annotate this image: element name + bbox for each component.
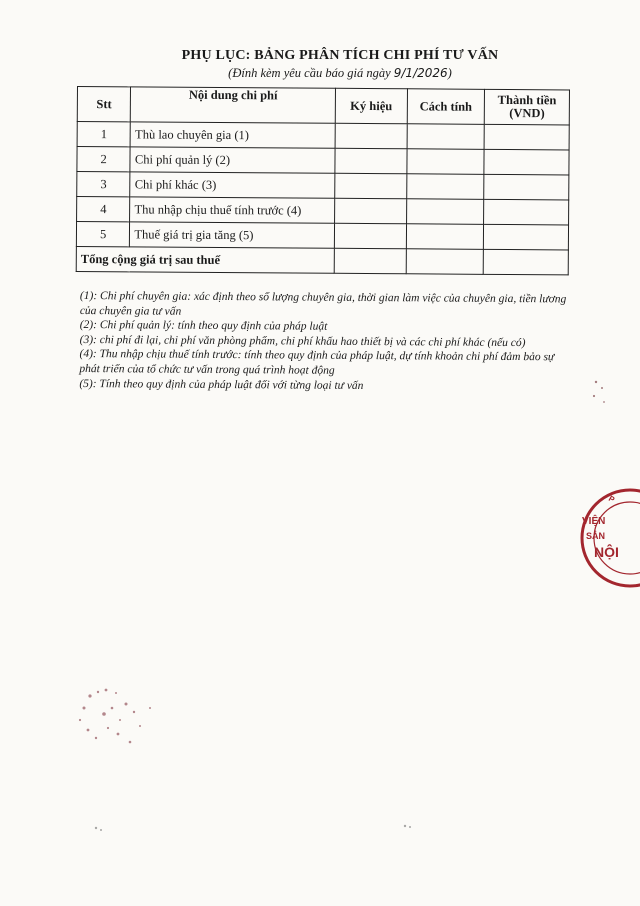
ink-speck [398,820,418,834]
total-calc [406,249,484,275]
row-symbol [335,198,407,223]
cost-analysis-table [76,86,570,275]
row-stt: 4 [77,197,131,222]
seal-stamp [568,486,640,590]
table-row [77,172,569,200]
table-header-row [77,87,569,125]
row-content: Thù lao chuyên gia (1) [130,122,335,148]
footnote: (5): Tính theo quy định của pháp luật đối với từng loại tư vấn [79,377,364,392]
header-calc: Cách tính [407,89,485,125]
total-symbol [334,248,406,273]
row-amount [484,224,569,250]
row-amount [484,124,569,150]
row-calc [407,124,485,150]
row-stt: 3 [77,172,131,197]
row-stt: 2 [77,147,131,172]
row-content: Thu nhập chịu thuế tính trước (4) [130,197,335,223]
footnote: (2): Chi phí quản lý: tính theo quy định của pháp luật [79,319,328,333]
row-stt: 5 [76,222,130,247]
row-amount [484,174,569,200]
table-total-row [76,246,568,274]
row-calc [406,224,484,250]
header-symbol: Ký hiệu [335,88,407,123]
table-row [76,222,568,250]
row-amount [484,199,569,225]
seal-text-3: NỘI [594,544,619,560]
seal-text-2: SẢN [586,531,606,541]
header-content: Nội dung chi phí [131,87,336,123]
row-symbol [335,173,407,198]
row-content: Thuế giá trị gia tăng (5) [130,222,335,248]
footnote: (1): Chi phí chuyên gia: xác định theo số lượng chuyên gia, thời gian làm việc của chuyên gia, tiền lương của chuyên gia tư vấn [79,289,567,318]
subtitle-date: 9/1/2026 [393,66,448,80]
footnote: (3): chi phí đi lại, chi phí văn phòng phẩm, chi phí khấu hao thiết bị và các chi phí khác (nếu có) [79,333,526,349]
row-calc [407,149,485,175]
row-stt: 1 [77,122,131,147]
row-symbol [335,123,407,148]
ink-smudge [60,668,180,768]
table-row [77,147,569,175]
total-amount [483,249,568,275]
row-symbol [334,223,406,248]
footnotes [79,289,570,395]
table-row [77,197,569,225]
row-content: Chi phí quản lý (2) [130,147,335,173]
row-calc [406,199,484,225]
footnote: (4): Thu nhập chịu thuế tính trước: tính theo quy định của pháp luật, dự tính khoản chi phí đảm bảo sự phát triển của tổ chức tư vấn trong quá trình hoạt động [79,348,555,377]
seal-text-1: VIỆN [582,516,606,527]
page-subtitle [120,66,560,81]
row-content: Chi phí khác (3) [130,172,335,198]
header-amount-line1: Thành tiền [497,92,557,108]
row-amount [484,149,569,175]
page-title: PHỤ LỤC: BẢNG PHÂN TÍCH CHI PHÍ TƯ VẤN [181,48,499,63]
total-label: Tổng cộng giá trị sau thuế [76,246,334,273]
table-row [77,122,569,150]
subtitle-suffix: ) [447,66,452,80]
header-amount [485,89,570,125]
seal-rim-mark: P [607,493,617,505]
header-amount-line2: (VND) [509,106,545,121]
subtitle-prefix: (Đính kèm yêu cầu báo giá ngày [228,66,391,80]
ink-speck [90,822,110,836]
ink-speck [586,374,616,414]
header-stt: Stt [77,87,131,122]
row-calc [406,174,484,200]
row-symbol [335,148,407,173]
